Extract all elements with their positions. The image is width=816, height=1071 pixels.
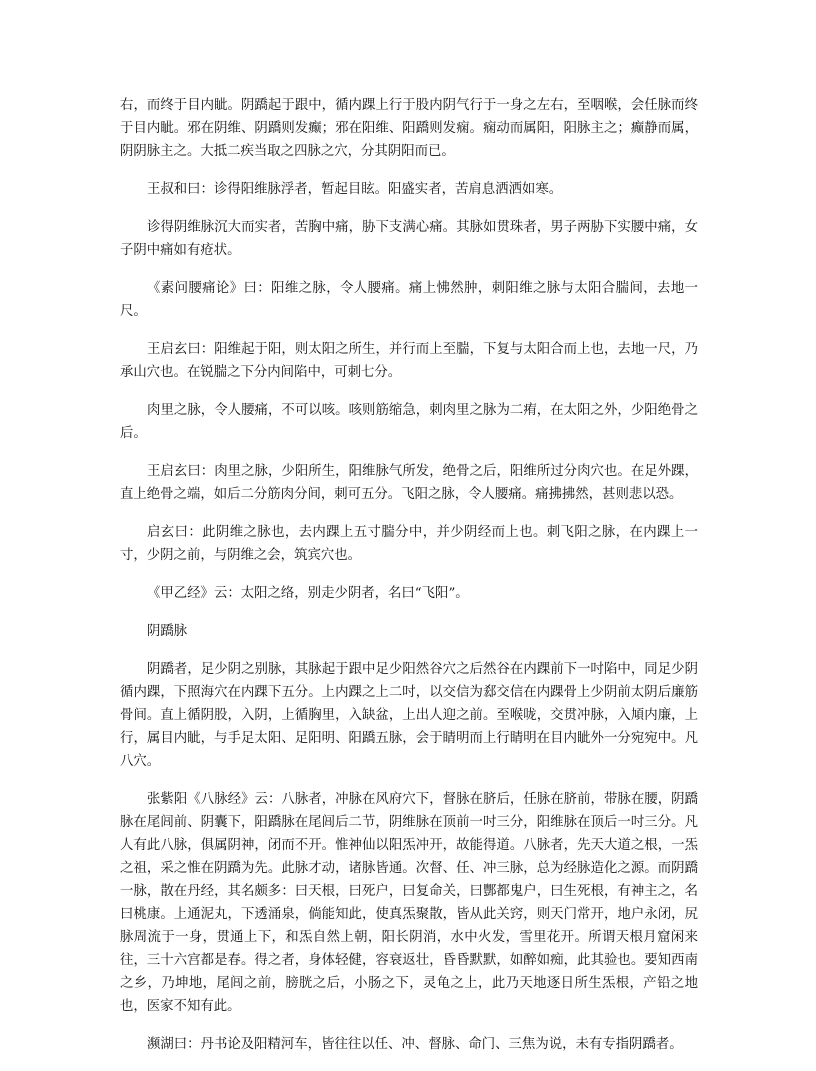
paragraph-2: 王叔和曰：诊得阳维脉浮者，暂起目眩。阳盛实者，苦肩息洒洒如寒。 <box>147 182 563 197</box>
paragraph-13: 濒湖曰：丹书论及阳精河车，皆往往以任、冲、督脉、命门、三焦为说，未有专指阴蹻者。 <box>147 1037 683 1052</box>
paragraph-5: 王启玄曰：阳维起于阳，则太阳之所生，并行而上至腨，下复与太阳合而上也，去地一尺，乃承山穴也。在锐腨之下分内间陷中，可刺七分。 <box>120 342 698 380</box>
paragraph-4: 《素问腰痛论》曰：阳维之脉，令人腰痛。痛上怫然肿，刺阳维之脉与太阳合腨间，去地一尺。 <box>120 281 698 319</box>
paragraph-1: 右，而终于目内眦。阴蹻起于跟中，循内踝上行于股内阴气行于一身之左右，至咽喉，会任脉而终于目内眦。邪在阴维、阴蹻则发癫；邪在阳维、阳蹻则发痫。痫动而属阳，阳脉主之；癫静而属，阴阴脉主之。大抵二疾当取之四脉之穴，分其阴阳而已。 <box>120 98 698 159</box>
paragraph-3: 诊得阴维脉沉大而实者，苦胸中痛，胁下支满心痛。其脉如贯珠者，男子两胁下实腰中痛，女子阴中痛如有疮状。 <box>120 220 698 258</box>
paragraph-12: 张紫阳《八脉经》云：八脉者，冲脉在风府穴下，督脉在脐后，任脉在脐前，带脉在腰，阴蹻脉在尾闾前、阴囊下，阳蹻脉在尾闾后二节，阴维脉在顶前一吋三分，阳维脉在顶后一吋三分。凡人有此八脉，俱属阴神，闭而不开。惟神仙以阳炁冲开，故能得道。八脉者，先天大道之根，一炁之祖，采之惟在阴蹻为先。此脉才动，诸脉皆通。次督、任、冲三脉，总为经脉造化之源。而阴蹻一脉，散在丹经，其名颇多：曰天根，曰死户，曰复命关，曰酆都鬼户，曰生死根，有神主之，名曰桃康。上通泥丸，下透涌泉，倘能知此，使真炁聚散，皆从此关窍，则天门常开，地户永闭，尻脉周流于一身，贯通上下，和炁自然上朝，阳长阴消，水中火发，雪里花开。所谓天根月窟闲来往，三十六宫都是春。得之者，身体轻健，容衰返壮，昏昏默默，如醉如痴，此其验也。要知西南之乡，乃坤地，尾闾之前，膀胱之后，小肠之下，灵龟之上，此乃天地逐日所生炁根，产铅之地也，医家不知有此。 <box>120 792 698 1014</box>
paragraph-11: 阴蹻者，足少阴之别脉，其脉起于跟中足少阳然谷穴之后然谷在内踝前下一吋陷中，同足少阴循内踝，下照海穴在内踝下五分。上内踝之上二吋，以交信为郄交信在内踝骨上少阴前太阴后廉筋骨间。直上循阴股，入阴，上循胸里，入缺盆，上出人迎之前。至喉咙，交贯冲脉，入頄内廉，上行，属目内眦，与手足太阳、足阳明、阳蹻五脉，会于睛明而上行睛明在目内眦外一分宛宛中。凡八穴。 <box>120 662 698 769</box>
section-heading: 阴蹻脉 <box>147 624 188 639</box>
document-page <box>120 94 698 1071</box>
paragraph-9: 《甲乙经》云：太阳之络，别走少阴者，名曰“飞阳”。 <box>147 586 469 601</box>
paragraph-7: 王启玄曰：肉里之脉，少阳所生，阳维脉气所发，绝骨之后，阳维所过分肉穴也。在足外踝，直上绝骨之端，如后二分筋肉分间，刺可五分。飞阳之脉，令人腰痛。痛拂拂然，甚则悲以恐。 <box>120 464 698 502</box>
paragraph-6: 肉里之脉，令人腰痛，不可以咳。咳则筋缩急，刺肉里之脉为二痏，在太阳之外，少阳绝骨之后。 <box>120 403 698 441</box>
paragraph-8: 启玄曰：此阴维之脉也，去内踝上五寸腨分中，并少阴经而上也。刺飞阳之脉，在内踝上一寸，少阴之前，与阴维之会，筑宾穴也。 <box>120 525 698 563</box>
